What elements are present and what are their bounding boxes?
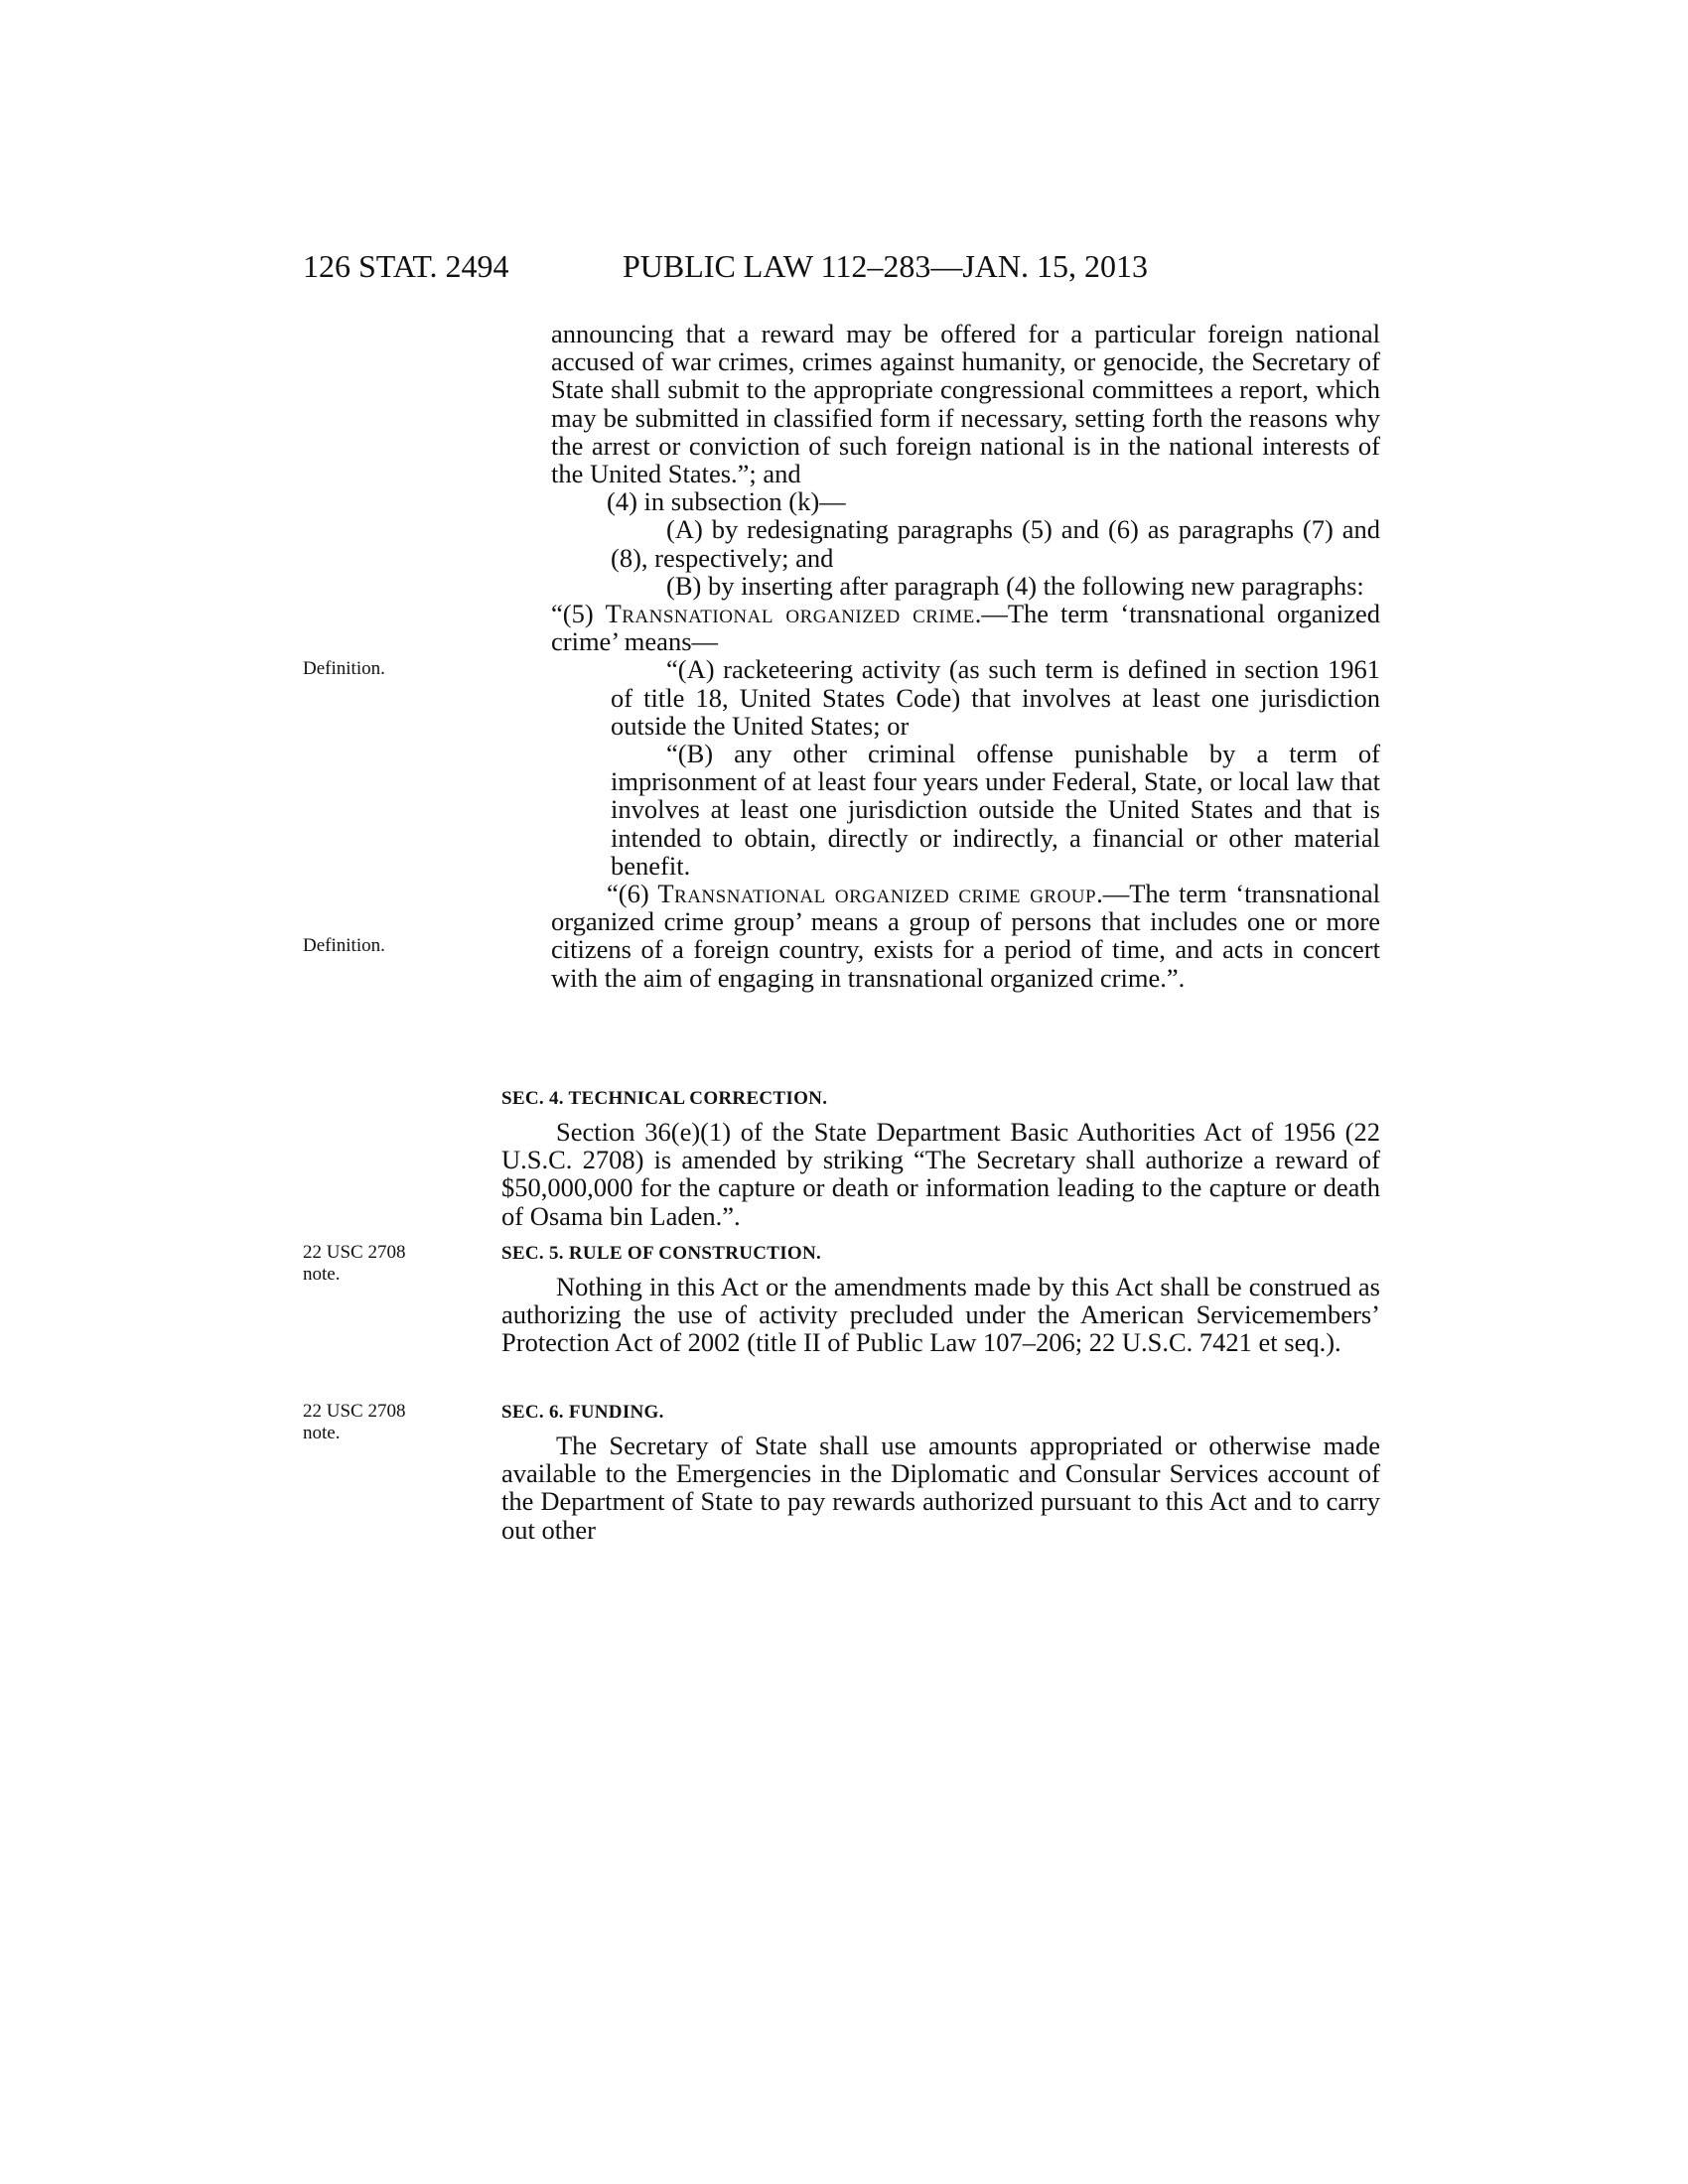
section-6-body: [501, 1432, 1380, 1544]
paragraph-5-A: “(A) racketeering activity (as such term is defined in section 1961 of title 18, United States Code) that involves at least one jurisdiction outside the United States; or: [611, 654, 1380, 741]
margin-note-sec6-line2: note.: [303, 1423, 341, 1443]
paragraph-subsection-k: (4) in subsection (k)—: [607, 486, 846, 517]
amendment-text-block: [551, 320, 1380, 992]
paragraph-6-heading: Transnational organized crime group: [657, 879, 1097, 909]
section-4-body: [501, 1118, 1380, 1230]
margin-note-definition-2: Definition.: [303, 935, 385, 956]
page-header: [303, 248, 1226, 288]
paragraph-B-inserting: (B) by inserting after paragraph (4) the following new paragraphs:: [666, 570, 1364, 601]
statute-page-number: 126 STAT. 2494: [303, 248, 509, 284]
margin-note-sec5-line2: note.: [303, 1264, 341, 1285]
margin-note-sec5: [303, 1242, 432, 1286]
margin-note-sec6: [303, 1401, 432, 1444]
paragraph-5-prefix: “(5): [551, 599, 606, 629]
paragraph-5-heading: Transnational organized crime: [605, 599, 975, 629]
paragraph-6-prefix: “(6): [607, 879, 658, 909]
section-5-heading: SEC. 5. RULE OF CONSTRUCTION.: [501, 1243, 822, 1264]
section-6-text: The Secretary of State shall use amounts appropriated or otherwise made available to the Emergencies in the Diplomatic and Consular Services account of the Department of State to pay rewards authorized pursuant to this Act and to carry out other: [501, 1431, 1380, 1545]
paragraph-6-definition: [551, 880, 1380, 992]
paragraph-announcing: announcing that a reward may be offered for a particular foreign national accused of war crimes, crimes against humanity, or genocide, the Secretary of State shall submit to the appropriate congressional committees a report, which may be submitted in classified form if necessary, setting forth the reasons why the arrest or conviction of such foreign national is in the national interests of the United States.”; and: [551, 319, 1380, 489]
section-5-body: [501, 1273, 1380, 1357]
paragraph-5-rest: .—The term ‘transnational organized crime’ means—: [551, 599, 1380, 657]
margin-note-sec6-line1: 22 USC 2708: [303, 1401, 406, 1422]
margin-note-sec5-line1: 22 USC 2708: [303, 1242, 406, 1263]
paragraph-6-rest: .—The term ‘transnational organized crime group’ means a group of persons that includes one or more citizens of a foreign country, exists for a period of time, and acts in concert with the aim of engaging in transnational organized crime.”.: [551, 879, 1380, 993]
paragraph-5-definition: [551, 600, 1380, 655]
public-law-title: PUBLIC LAW 112–283—JAN. 15, 2013: [623, 248, 1148, 284]
margin-note-definition-1: Definition.: [303, 658, 385, 679]
section-4-heading: SEC. 4. TECHNICAL CORRECTION.: [501, 1088, 828, 1109]
section-4-text: Section 36(e)(1) of the State Department Basic Authorities Act of 1956 (22 U.S.C. 2708) is amended by striking “The Secretary shall authorize a reward of $50,000,000 for the capture or death or information leading to the capture or death of Osama bin Laden.”.: [501, 1117, 1380, 1231]
paragraph-5-B: “(B) any other criminal offense punishable by a term of imprisonment of at least four years under Federal, State, or local law that involves at least one jurisdiction outside the United States and that is intended to obtain, directly or indirectly, a financial or other material benefit.: [611, 739, 1380, 881]
section-5-text: Nothing in this Act or the amendments made by this Act shall be construed as authorizing the use of activity precluded under the American Servicemembers’ Protection Act of 2002 (title II of Public Law 107–206; 22 U.S.C. 7421 et seq.).: [501, 1272, 1380, 1358]
section-6-heading: SEC. 6. FUNDING.: [501, 1402, 664, 1423]
paragraph-A-redesignating: (A) by redesignating paragraphs (5) and (6) as paragraphs (7) and (8), respectively; and: [611, 514, 1380, 573]
